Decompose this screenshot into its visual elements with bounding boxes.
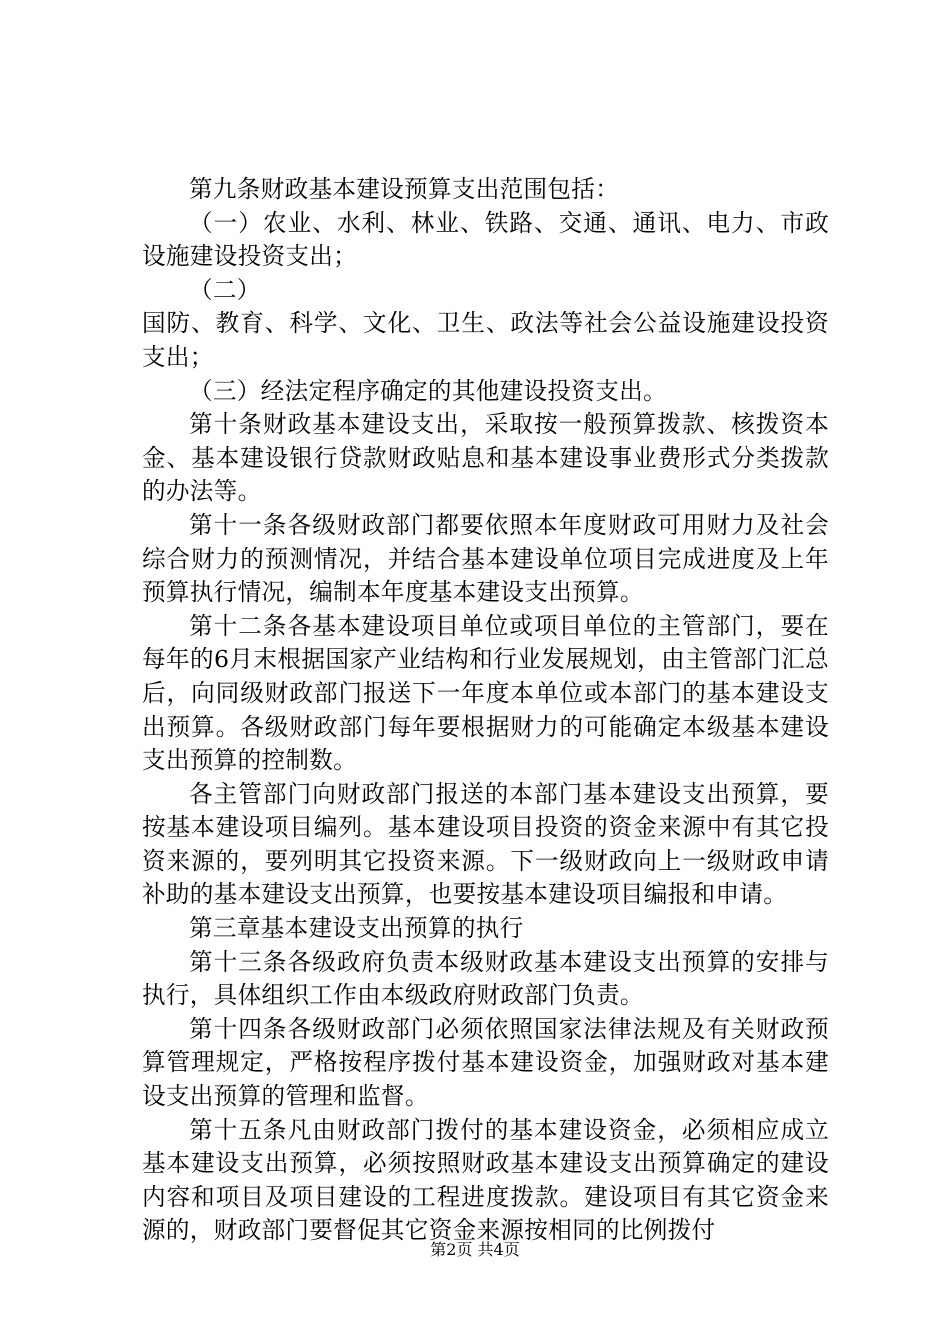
paragraph-item-2-marker: （二） (189, 275, 261, 304)
paragraph-article-13: 第十三条各级政府负责本级财政基本建设支出预算的安排与执行，具体组织工作由本级政府财政部门负责。 (142, 947, 829, 1010)
paragraph-item-3: （三）经法定程序确定的其他建设投资支出。 (189, 376, 667, 405)
paragraph-article-10: 第十条财政基本建设支出，采取按一般预算拨款、核拨资本金、基本建设银行贷款财政贴息和基本建设事业费形式分类拨款的办法等。 (142, 410, 829, 506)
page-footer (0, 1240, 950, 1260)
paragraph-article-15: 第十五条凡由财政部门拨付的基本建设资金，必须相应成立基本建设支出预算，必须按照财政基本建设支出预算确定的建设内容和项目及项目建设的工程进度拨款。建设项目有其它资金来源的，财政部门要督促其它资金来源按相同的比例拨付 (142, 1115, 829, 1245)
paragraph-article-14: 第十四条各级财政部门必须依照国家法律法规及有关财政预算管理规定，严格按程序拨付基本建设资金，加强财政对基本建设支出预算的管理和监督。 (142, 1014, 829, 1111)
paragraph-item-2-text: 国防、教育、科学、文化、卫生、政法等社会公益设施建设投资支出； (142, 309, 829, 371)
paragraph-article-12-cont: 各主管部门向财政部门报送的本部门基本建设支出预算，要按基本建设项目编列。基本建设项目投资的资金来源中有其它投资来源的，要列明其它投资来源。下一级财政向上一级财政申请补助的基本建设支出预算，也要按基本建设项目编报和申请。 (142, 779, 829, 909)
paragraph-article-11: 第十一条各级财政部门都要依照本年度财政可用财力及社会综合财力的预测情况，并结合基本建设单位项目完成进度及上年预算执行情况，编制本年度基本建设支出预算。 (142, 510, 829, 607)
paragraph-item-1: （一）农业、水利、林业、铁路、交通、通讯、电力、市政设施建设投资支出； (142, 208, 829, 271)
document-body (142, 173, 829, 1248)
page-number-label: 第2页 共4页 (430, 1240, 520, 1259)
chapter-heading: 第三章基本建设支出预算的执行 (189, 914, 524, 943)
paragraph-article-12: 第十二条各基本建设项目单位或项目单位的主管部门，要在每年的6月末根据国家产业结构和行业发展规划，由主管部门汇总后，向同级财政部门报送下一年度本单位或本部门的基本建设支出预算。各级财政部门每年要根据财力的可能确定本级基本建设支出预算的控制数。 (142, 611, 829, 775)
paragraph-article-9: 第九条财政基本建设预算支出范围包括： (189, 175, 620, 203)
